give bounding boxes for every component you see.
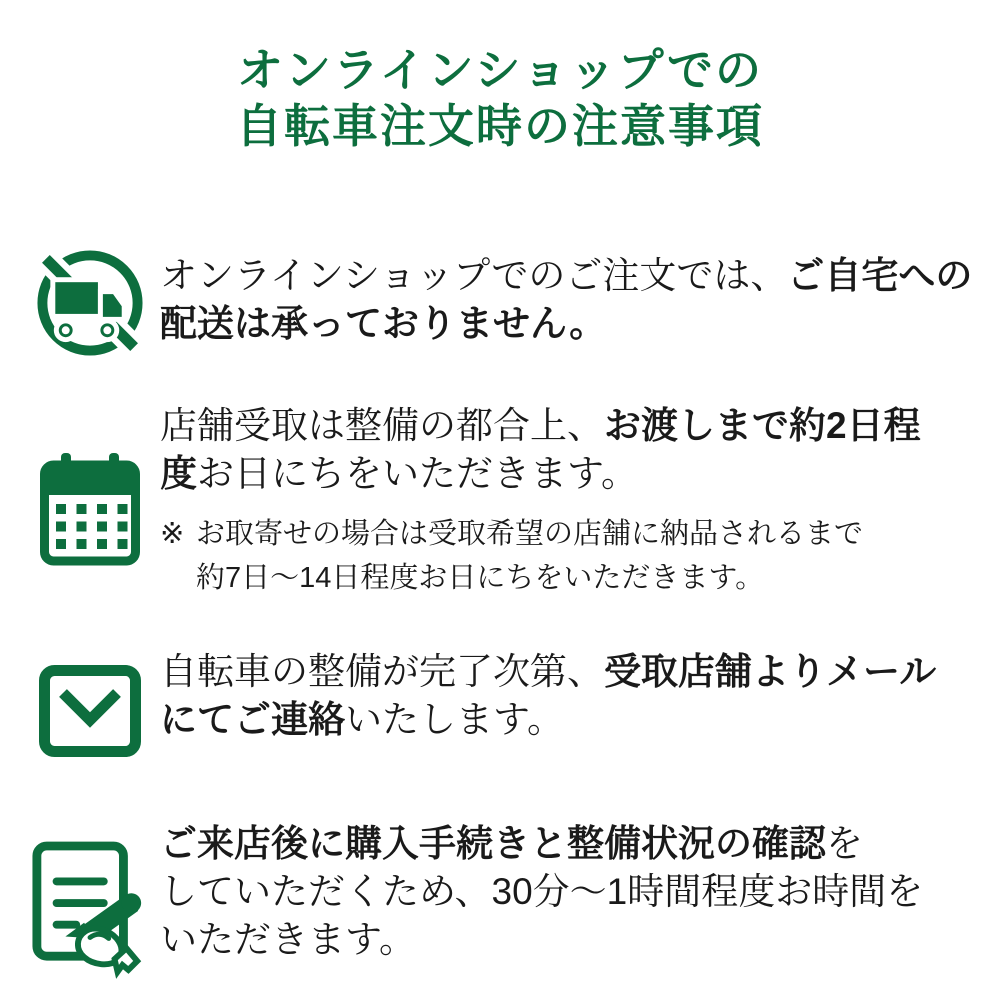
note-line1: お取寄せの場合は受取希望の店舗に納品されるまで bbox=[196, 518, 864, 550]
page-title-line1: オンラインショップでの bbox=[237, 44, 763, 96]
backorder-note bbox=[160, 512, 975, 600]
section-in-store-procedure bbox=[20, 820, 975, 977]
mail-icon bbox=[20, 664, 160, 758]
page-title-line2: 自転車注文時の注意事項 bbox=[236, 100, 764, 153]
section-no-home-delivery bbox=[20, 252, 975, 360]
note-line2: 約7日〜14日程度お日にちをいただきます。 bbox=[196, 562, 765, 594]
note-text bbox=[196, 512, 975, 600]
section-text-block bbox=[160, 402, 975, 600]
no-home-delivery-text: オンラインショップでのご注文では、ご自宅への 配送は承っておりません。 bbox=[160, 255, 973, 344]
note-marker: ※ bbox=[160, 518, 185, 550]
page-title bbox=[0, 42, 1000, 154]
document-signing-icon bbox=[20, 834, 160, 977]
section-text-block bbox=[160, 252, 975, 348]
email-notification-text: 自転車の整備が完了次第、受取店舗よりメール にてご連絡いたします。 bbox=[160, 651, 937, 740]
pickup-lead-time-text: 店舗受取は整備の都合上、お渡しまで約2日程 度お日にちをいただきます。 bbox=[160, 405, 921, 494]
in-store-procedure-text: ご来店後に購入手続きと整備状況の確認を していただくため、30分〜1時間程度お時間を いただきます。 bbox=[160, 823, 924, 960]
section-text-block bbox=[160, 648, 975, 744]
section-pickup-lead-time bbox=[20, 402, 975, 600]
no-home-delivery-truck-icon bbox=[20, 246, 160, 360]
calendar-icon bbox=[20, 448, 160, 566]
section-text-block bbox=[160, 820, 975, 964]
section-email-notification bbox=[20, 648, 975, 758]
